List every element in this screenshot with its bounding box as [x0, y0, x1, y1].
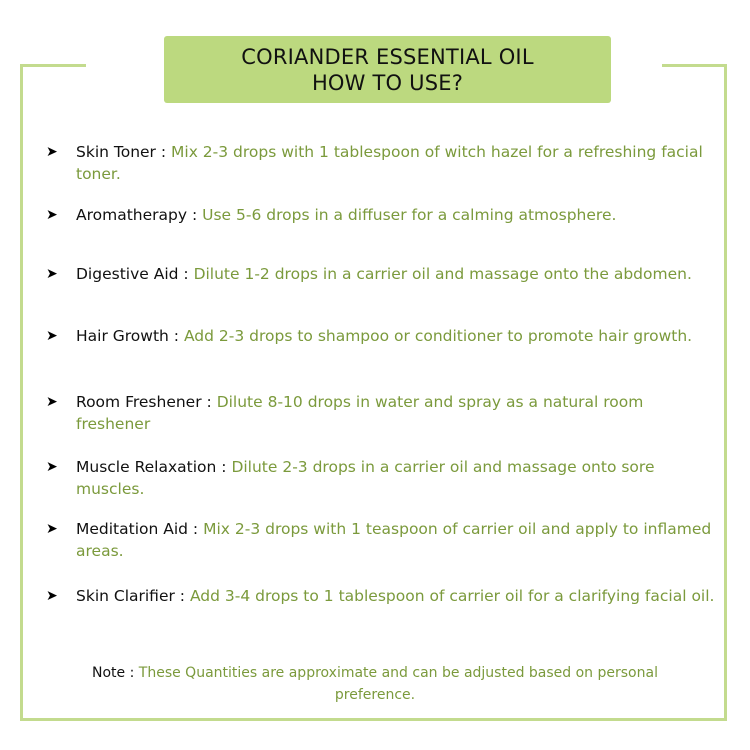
- item-label: Muscle Relaxation :: [76, 458, 227, 476]
- item-text: Use 5-6 drops in a diffuser for a calming atmosphere.: [202, 206, 617, 224]
- page-subtitle: HOW TO USE?: [311, 70, 464, 95]
- frame-top-left-segment: [20, 64, 86, 67]
- list-item-aromatherapy: [46, 204, 716, 226]
- item-text: Mix 2-3 drops with 1 tablespoon of witch hazel for a refreshing facial toner.: [76, 143, 703, 183]
- item-label: Meditation Aid :: [76, 520, 199, 538]
- item-text: Add 2-3 drops to shampoo or conditioner to promote hair growth.: [183, 327, 693, 345]
- item-text: Dilute 1-2 drops in a carrier oil and massage onto the abdomen.: [193, 265, 692, 283]
- frame-top-right-segment: [662, 64, 727, 67]
- item-label: Aromatherapy :: [76, 206, 198, 224]
- item-label: Skin Toner :: [76, 143, 167, 161]
- note-label: Note :: [92, 665, 135, 681]
- list-item-meditation-aid: [46, 518, 716, 562]
- item-text: Add 3-4 drops to 1 tablespoon of carrier oil for a clarifying facial oil.: [189, 587, 715, 605]
- note: [80, 662, 670, 706]
- arrowhead-bullet-icon: ➤: [46, 144, 58, 160]
- item-text: Dilute 8-10 drops in water and spray as a natural room freshener: [76, 393, 644, 433]
- arrowhead-bullet-icon: ➤: [46, 521, 58, 537]
- arrowhead-bullet-icon: ➤: [46, 588, 58, 604]
- arrowhead-bullet-icon: ➤: [46, 328, 58, 344]
- list-item-digestive-aid: [46, 263, 716, 285]
- list-item-skin-clarifier: [46, 585, 716, 607]
- page-title: CORIANDER ESSENTIAL OIL: [241, 44, 534, 69]
- arrowhead-bullet-icon: ➤: [46, 207, 58, 223]
- list-item-room-freshener: [46, 391, 716, 435]
- list-item-hair-growth: [46, 325, 716, 347]
- item-text: Mix 2-3 drops with 1 teaspoon of carrier oil and apply to inflamed areas.: [76, 520, 712, 560]
- note-text: These Quantities are approximate and can be adjusted based on personal preference.: [138, 665, 658, 703]
- item-label: Skin Clarifier :: [76, 587, 185, 605]
- item-label: Digestive Aid :: [76, 265, 189, 283]
- list-item-muscle-relaxation: [46, 456, 716, 500]
- arrowhead-bullet-icon: ➤: [46, 266, 58, 282]
- arrowhead-bullet-icon: ➤: [46, 394, 58, 410]
- arrowhead-bullet-icon: ➤: [46, 459, 58, 475]
- list-item-skin-toner: [46, 141, 716, 185]
- item-text: Dilute 2-3 drops in a carrier oil and massage onto sore muscles.: [76, 458, 655, 498]
- item-label: Hair Growth :: [76, 327, 180, 345]
- title-banner: [164, 36, 611, 103]
- item-label: Room Freshener :: [76, 393, 212, 411]
